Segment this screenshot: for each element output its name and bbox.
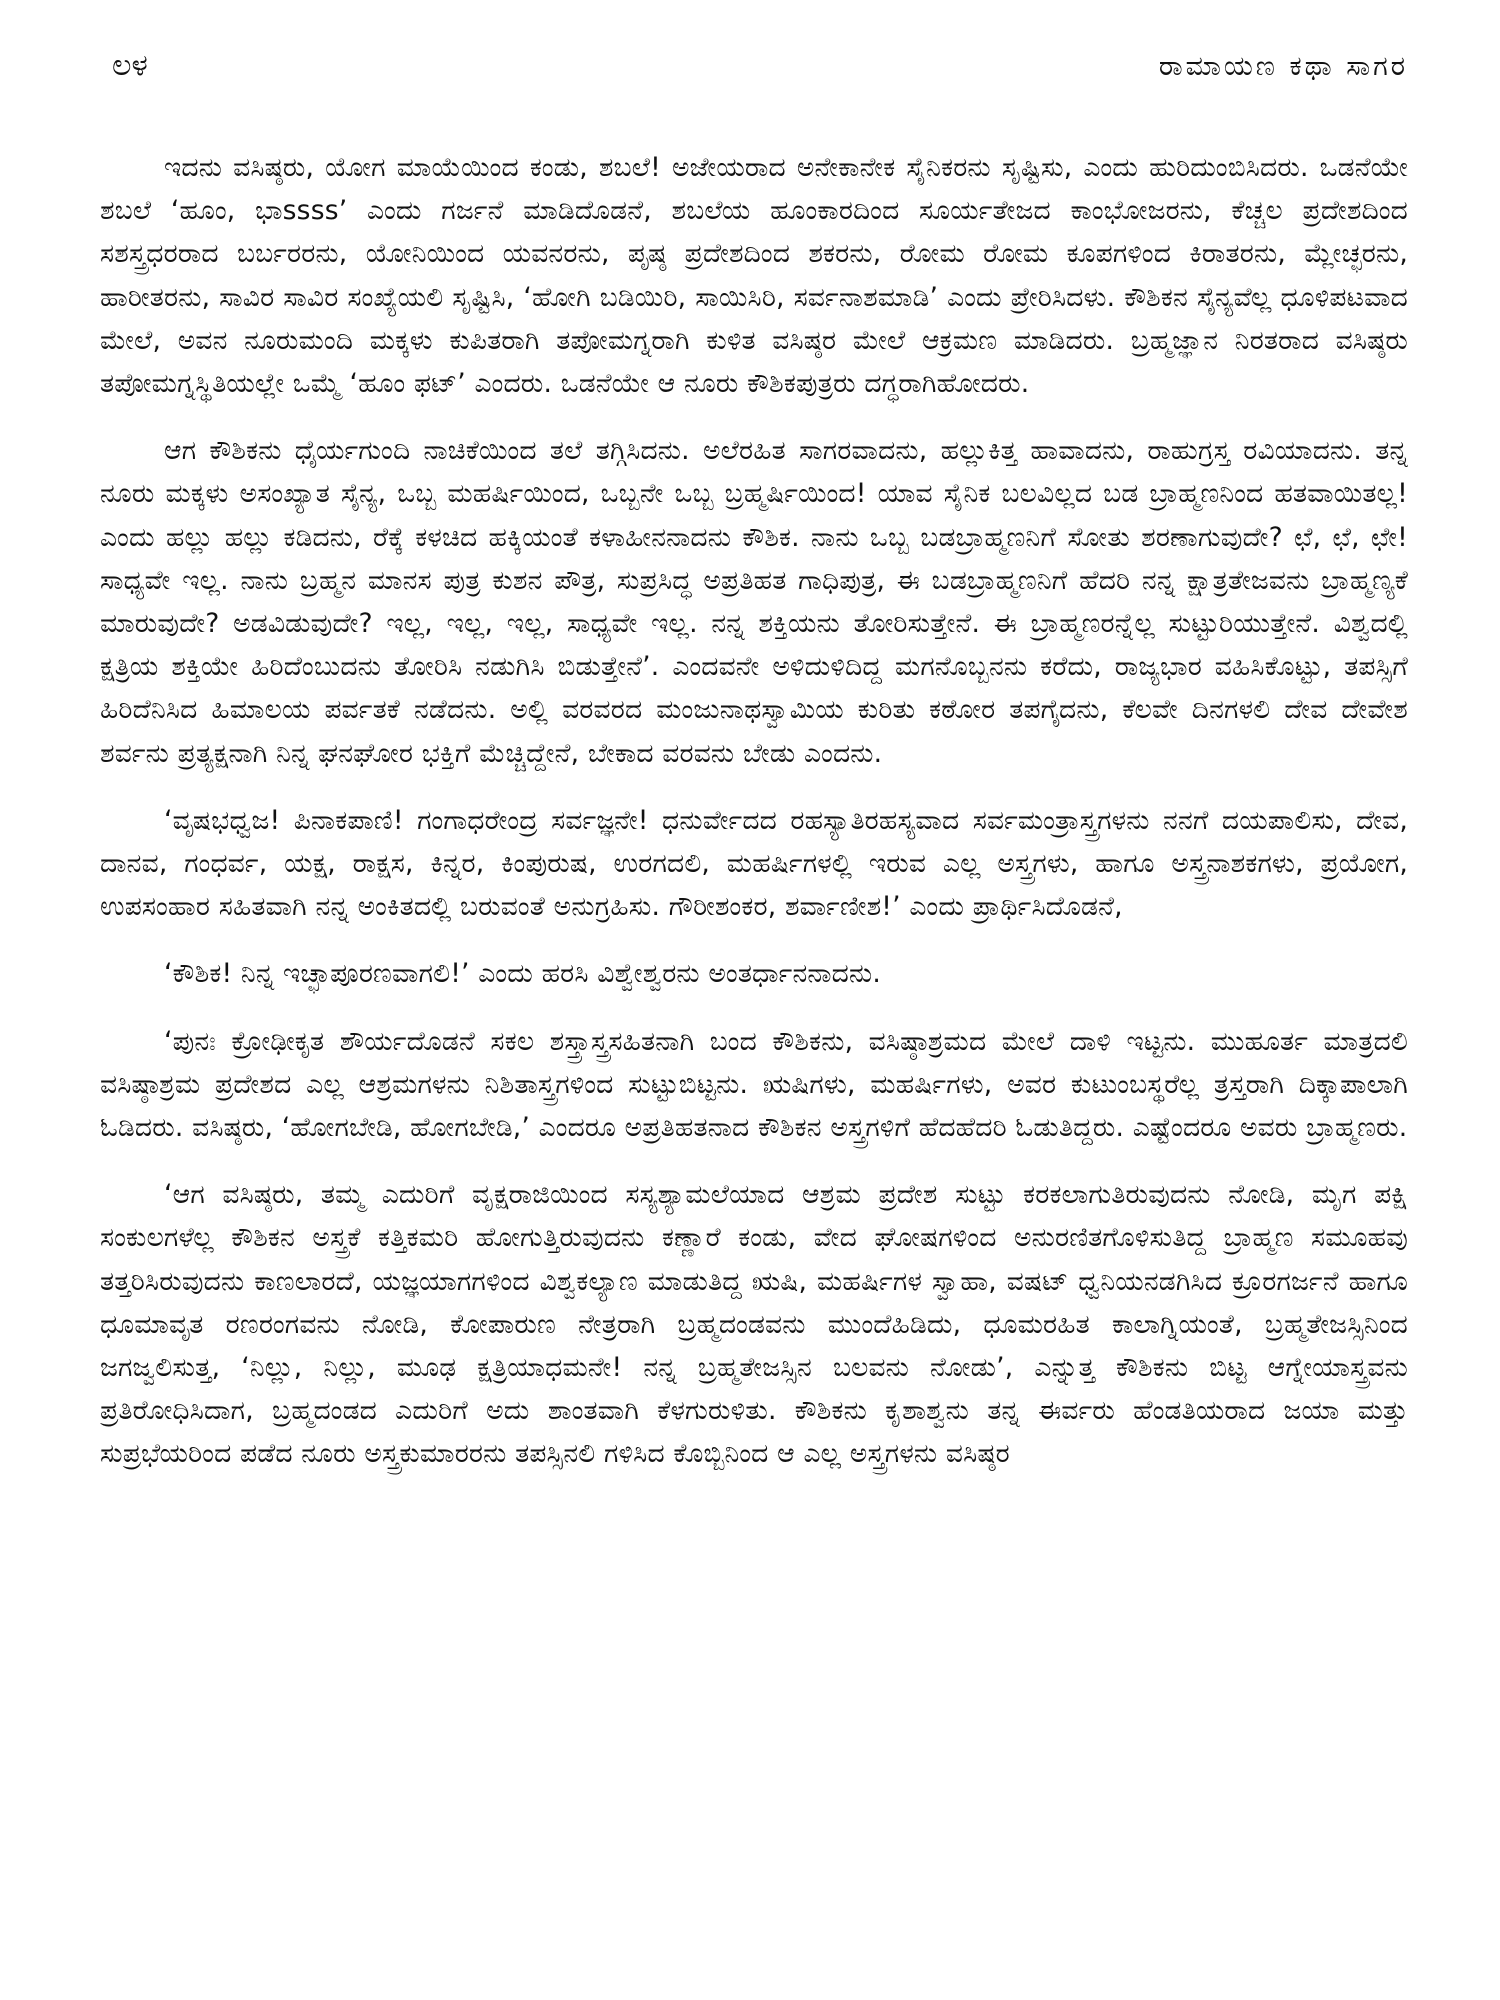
- paragraph: ‘ಆಗ ವಸಿಷ್ಠರು, ತಮ್ಮ ಎದುರಿಗೆ ವೃಕ್ಷರಾಜಿಯಿಂದ ಸಸ್ಯಶ್ಯಾಮಲೆಯಾದ ಆಶ್ರಮ ಪ್ರದೇಶ ಸುಟ್ಟು ಕರಕಲಾಗುತಿರುವುದನು ನೋಡಿ, ಮೃಗ ಪಕ್ಷಿ ಸಂಕುಲಗಳೆಲ್ಲ ಕೌಶಿಕನ ಅಸ್ತ್ರಕೆ ಕತ್ತಿಕಮರಿ ಹೋಗುತ್ತಿರುವುದನು ಕಣ್ಣಾರೆ ಕಂಡು, ವೇದ ಘೋಷಗಳಿಂದ ಅನುರಣಿತಗೊಳಿಸುತಿದ್ದ ಬ್ರಾಹ್ಮಣ ಸಮೂಹವು ತತ್ತರಿಸಿರುವುದನು ಕಾಣಲಾರದೆ, ಯಜ್ಞಯಾಗಗಳಿಂದ ವಿಶ್ವಕಲ್ಯಾಣ ಮಾಡುತಿದ್ದ ಋಷಿ, ಮಹರ್ಷಿಗಳ ಸ್ವಾಹಾ, ವಷಟ್ ಧ್ವನಿಯನಡಗಿಸಿದ ಕ್ರೂರಗರ್ಜನೆ ಹಾಗೂ ಧೂಮಾವೃತ ರಣರಂಗವನು ನೋಡಿ, ಕೋಪಾರುಣ ನೇತ್ರರಾಗಿ ಬ್ರಹ್ಮದಂಡವನು ಮುಂದೆಹಿಡಿದು, ಧೂಮರಹಿತ ಕಾಲಾಗ್ನಿಯಂತೆ, ಬ್ರಹ್ಮತೇಜಸ್ಸಿನಿಂದ ಜಗಜ್ವಲಿಸುತ್ತ, ‘ನಿಲ್ಲು, ನಿಲ್ಲು, ಮೂಢ ಕ್ಷತ್ರಿಯಾಧಮನೇ! ನನ್ನ ಬ್ರಹ್ಮತೇಜಸ್ಸಿನ ಬಲವನು ನೋಡು’, ಎನ್ನುತ್ತ ಕೌಶಿಕನು ಬಿಟ್ಟ ಆಗ್ನೇಯಾಸ್ತ್ರವನು ಪ್ರತಿರೋಧಿಸಿದಾಗ, ಬ್ರಹ್ಮದಂಡದ ಎದುರಿಗೆ ಅದು ಶಾಂತವಾಗಿ ಕೆಳಗುರುಳಿತು. ಕೌಶಿಕನು ಕೃಶಾಶ್ವನು ತನ್ನ ಈರ್ವರು ಹೆಂಡತಿಯರಾದ ಜಯಾ ಮತ್ತು ಸುಪ್ರಭೆಯರಿಂದ ಪಡೆದ ನೂರು ಅಸ್ತ್ರಕುಮಾರರನು ತಪಸ್ಸಿನಲಿ ಗಳಿಸಿದ ಕೊಬ್ಬಿನಿಂದ ಆ ಎಲ್ಲ ಅಸ್ತ್ರಗಳನು ವಸಿಷ್ಠರ: [100, 1179, 1408, 1470]
- paragraph: ಆಗ ಕೌಶಿಕನು ಧೈರ್ಯಗುಂದಿ ನಾಚಿಕೆಯಿಂದ ತಲೆ ತಗ್ಗಿಸಿದನು. ಅಲೆರಹಿತ ಸಾಗರವಾದನು, ಹಲ್ಲುಕಿತ್ತ ಹಾವಾದನು, ರಾಹುಗ್ರಸ್ತ ರವಿಯಾದನು. ತನ್ನ ನೂರು ಮಕ್ಕಳು ಅಸಂಖ್ಯಾತ ಸೈನ್ಯ, ಒಬ್ಬ ಮಹರ್ಷಿಯಿಂದ, ಒಬ್ಬನೇ ಒಬ್ಬ ಬ್ರಹ್ಮರ್ಷಿಯಿಂದ! ಯಾವ ಸೈನಿಕ ಬಲವಿಲ್ಲದ ಬಡ ಬ್ರಾಹ್ಮಣನಿಂದ ಹತವಾಯಿತಲ್ಲ! ಎಂದು ಹಲ್ಲು ಹಲ್ಲು ಕಡಿದನು, ರೆಕ್ಕೆ ಕಳಚಿದ ಹಕ್ಕಿಯಂತೆ ಕಳಾಹೀನನಾದನು ಕೌಶಿಕ. ನಾನು ಒಬ್ಬ ಬಡಬ್ರಾಹ್ಮಣನಿಗೆ ಸೋತು ಶರಣಾಗುವುದೇ? ಛೆ, ಛೆ, ಛೇ! ಸಾಧ್ಯವೇ ಇಲ್ಲ. ನಾನು ಬ್ರಹ್ಮನ ಮಾನಸ ಪುತ್ರ ಕುಶನ ಪೌತ್ರ, ಸುಪ್ರಸಿದ್ಧ ಅಪ್ರತಿಹತ ಗಾಧಿಪುತ್ರ, ಈ ಬಡಬ್ರಾಹ್ಮಣನಿಗೆ ಹೆದರಿ ನನ್ನ ಕ್ಷಾತ್ರತೇಜವನು ಬ್ರಾಹ್ಮಣ್ಯಕೆ ಮಾರುವುದೇ? ಅಡವಿಡುವುದೇ? ಇಲ್ಲ, ಇಲ್ಲ, ಇಲ್ಲ, ಸಾಧ್ಯವೇ ಇಲ್ಲ. ನನ್ನ ಶಕ್ತಿಯನು ತೋರಿಸುತ್ತೇನೆ. ಈ ಬ್ರಾಹ್ಮಣರನ್ನೆಲ್ಲ ಸುಟ್ಟುರಿಯುತ್ತೇನೆ. ವಿಶ್ವದಲ್ಲಿ ಕ್ಷತ್ರಿಯ ಶಕ್ತಿಯೇ ಹಿರಿದೆಂಬುದನು ತೋರಿಸಿ ನಡುಗಿಸಿ ಬಿಡುತ್ತೇನೆ’. ಎಂದವನೇ ಅಳಿದುಳಿದಿದ್ದ ಮಗನೊಬ್ಬನನು ಕರೆದು, ರಾಜ್ಯಭಾರ ವಹಿಸಿಕೊಟ್ಟು, ತಪಸ್ಸಿಗೆ ಹಿರಿದೆನಿಸಿದ ಹಿಮಾಲಯ ಪರ್ವತಕೆ ನಡೆದನು. ಅಲ್ಲಿ ವರವರದ ಮಂಜುನಾಥಸ್ವಾಮಿಯ ಕುರಿತು ಕಠೋರ ತಪಗೈದನು, ಕೆಲವೇ ದಿನಗಳಲಿ ದೇವ ದೇವೇಶ ಶರ್ವನು ಪ್ರತ್ಯಕ್ಷನಾಗಿ ನಿನ್ನ ಘನಘೋರ ಭಕ್ತಿಗೆ ಮೆಚ್ಚಿದ್ದೇನೆ, ಬೇಕಾದ ವರವನು ಬೇಡು ಎಂದನು.: [100, 435, 1408, 769]
- page-header: [100, 48, 1408, 112]
- paragraph: ‘ಕೌಶಿಕ! ನಿನ್ನ ಇಚ್ಛಾಪೂರಣವಾಗಲಿ!’ ಎಂದು ಹರಸಿ ವಿಶ್ವೇಶ್ವರನು ಅಂತರ್ಧಾನನಾದನು.: [164, 958, 881, 990]
- running-title: ರಾಮಾಯಣ ಕಥಾ ಸಾಗರ: [1158, 51, 1408, 82]
- paragraph: ‘ಪುನಃ ಕ್ರೋಢೀಕೃತ ಶೌರ್ಯದೊಡನೆ ಸಕಲ ಶಸ್ತ್ರಾಸ್ತ್ರಸಹಿತನಾಗಿ ಬಂದ ಕೌಶಿಕನು, ವಸಿಷ್ಠಾಶ್ರಮದ ಮೇಲೆ ದಾಳಿ ಇಟ್ಟನು. ಮುಹೂರ್ತ ಮಾತ್ರದಲಿ ವಸಿಷ್ಠಾಶ್ರಮ ಪ್ರದೇಶದ ಎಲ್ಲ ಆಶ್ರಮಗಳನು ನಿಶಿತಾಸ್ತ್ರಗಳಿಂದ ಸುಟ್ಟುಬಿಟ್ಟನು. ಋಷಿಗಳು, ಮಹರ್ಷಿಗಳು, ಅವರ ಕುಟುಂಬಸ್ಥರೆಲ್ಲ ತ್ರಸ್ತರಾಗಿ ದಿಕ್ಕಾಪಾಲಾಗಿ ಓಡಿದರು. ವಸಿಷ್ಠರು, ‘ಹೋಗಬೇಡಿ, ಹೋಗಬೇಡಿ,’ ಎಂದರೂ ಅಪ್ರತಿಹತನಾದ ಕೌಶಿಕನ ಅಸ್ತ್ರಗಳಿಗೆ ಹೆದಹೆದರಿ ಓಡುತಿದ್ದರು. ಎಷ್ಟೆಂದರೂ ಅವರು ಬ್ರಾಹ್ಮಣರು.: [100, 1025, 1408, 1144]
- page-number: ಲಳ: [112, 48, 148, 83]
- page-body: [100, 146, 1408, 1476]
- paragraph: ಇದನು ವಸಿಷ್ಠರು, ಯೋಗ ಮಾಯೆಯಿಂದ ಕಂಡು, ಶಬಲೆ! ಅಜೇಯರಾದ ಅನೇಕಾನೇಕ ಸೈನಿಕರನು ಸೃಷ್ಟಿಸು, ಎಂದು ಹುರಿದುಂಬಿಸಿದರು. ಒಡನೆಯೇ ಶಬಲೆ ‘ಹೂಂ, ಭಾssss’ ಎಂದು ಗರ್ಜನೆ ಮಾಡಿದೊಡನೆ, ಶಬಲೆಯ ಹೂಂಕಾರದಿಂದ ಸೂರ್ಯತೇಜದ ಕಾಂಭೋಜರನು, ಕೆಚ್ಚಲ ಪ್ರದೇಶದಿಂದ ಸಶಸ್ತ್ರಧರರಾದ ಬರ್ಬರರನು, ಯೋನಿಯಿಂದ ಯವನರನು, ಪೃಷ್ಠ ಪ್ರದೇಶದಿಂದ ಶಕರನು, ರೋಮ ರೋಮ ಕೂಪಗಳಿಂದ ಕಿರಾತರನು, ಮ್ಲೇಚ್ಛರನು, ಹಾರೀತರನು, ಸಾವಿರ ಸಾವಿರ ಸಂಖ್ಯೆಯಲಿ ಸೃಷ್ಟಿಸಿ, ‘ಹೋಗಿ ಬಡಿಯಿರಿ, ಸಾಯಿಸಿರಿ, ಸರ್ವನಾಶಮಾಡಿ’ ಎಂದು ಪ್ರೇರಿಸಿದಳು. ಕೌಶಿಕನ ಸೈನ್ಯವೆಲ್ಲ ಧೂಳಿಪಟವಾದ ಮೇಲೆ, ಅವನ ನೂರುಮಂದಿ ಮಕ್ಕಳು ಕುಪಿತರಾಗಿ ತಪೋಮಗ್ನರಾಗಿ ಕುಳಿತ ವಸಿಷ್ಠರ ಮೇಲೆ ಆಕ್ರಮಣ ಮಾಡಿದರು. ಬ್ರಹ್ಮಜ್ಞಾನ ನಿರತರಾದ ವಸಿಷ್ಠರು ತಪೋಮಗ್ನಸ್ಥಿತಿಯಲ್ಲೇ ಒಮ್ಮೆ ‘ಹೂಂ ಫಟ್’ ಎಂದರು. ಒಡನೆಯೇ ಆ ನೂರು ಕೌಶಿಕಪುತ್ರರು ದಗ್ಧರಾಗಿಹೋದರು.: [100, 152, 1408, 400]
- paragraph: ‘ವೃಷಭಧ್ವಜ! ಪಿನಾಕಪಾಣಿ! ಗಂಗಾಧರೇಂದ್ರ ಸರ್ವಜ್ಞನೇ! ಧನುರ್ವೇದದ ರಹಸ್ಯಾತಿರಹಸ್ಯವಾದ ಸರ್ವಮಂತ್ರಾಸ್ತ್ರಗಳನು ನನಗೆ ದಯಪಾಲಿಸು, ದೇವ, ದಾನವ, ಗಂಧರ್ವ, ಯಕ್ಷ, ರಾಕ್ಷಸ, ಕಿನ್ನರ, ಕಿಂಪುರುಷ, ಉರಗದಲಿ, ಮಹರ್ಷಿಗಳಲ್ಲಿ ಇರುವ ಎಲ್ಲ ಅಸ್ತ್ರಗಳು, ಹಾಗೂ ಅಸ್ತ್ರನಾಶಕಗಳು, ಪ್ರಯೋಗ, ಉಪಸಂಹಾರ ಸಹಿತವಾಗಿ ನನ್ನ ಅಂಕಿತದಲ್ಲಿ ಬರುವಂತೆ ಅನುಗ್ರಹಿಸು. ಗೌರೀಶಂಕರ, ಶರ್ವಾಣೀಶ!’ ಎಂದು ಪ್ರಾರ್ಥಿಸಿದೊಡನೆ,: [100, 804, 1408, 923]
